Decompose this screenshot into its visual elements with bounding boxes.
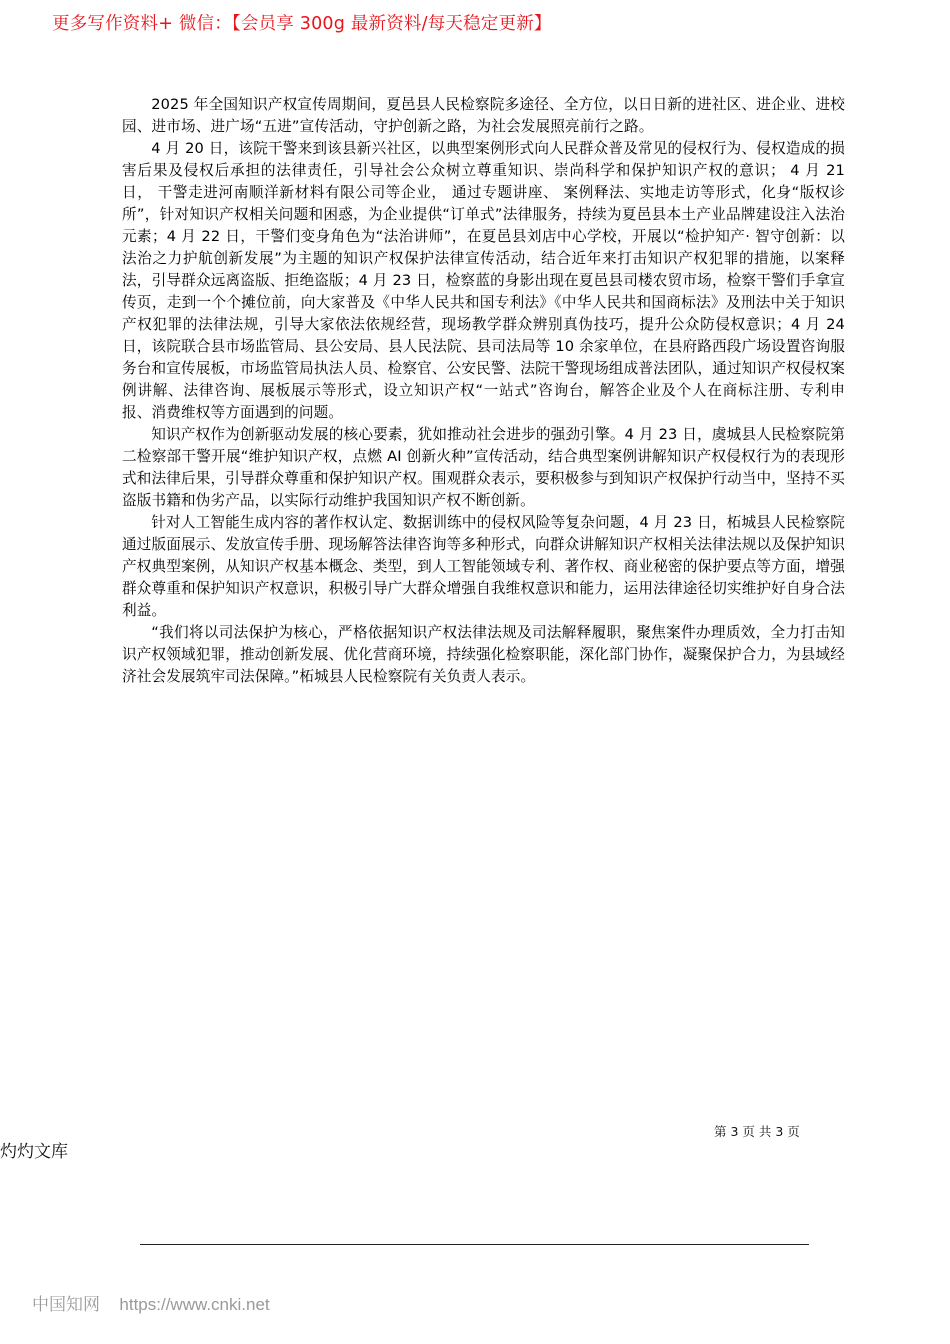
page-number: 第 3 页 共 3 页	[714, 1124, 800, 1139]
article-paragraph: 知识产权作为创新驱动发展的核心要素，犹如推动社会进步的强劲引擎。4 月 23 日，虞城县人民检察院第二检察部干警开展“维护知识产权，点燃 AI 创新火种”宣传活动，结合典型案例讲解知识产权侵权行为的表现形式和法律后果，引导群众尊重和保护知识产权。围观群众表示，要积极参与到知识产权保护行动当中，坚持不买盗版书籍和伪劣产品，以实际行动维护我国知识产权不断创新。	[122, 426, 845, 509]
cnki-watermark	[32, 1294, 270, 1316]
article-paragraph: 4 月 20 日，该院干警来到该县新兴社区，以典型案例形式向人民群众普及常见的侵权行为、侵权造成的损害后果及侵权后承担的法律责任，引导社会公众树立尊重知识、崇尚科学和保护知识产权的意识； 4 月 21 日， 干警走进河南顺洋新材料有限公司等企业， 通过专题讲座、 案例释法、实地走访等形式，化身“版权诊所”，针对知识产权相关问题和困惑，为企业提供“订单式”法律服务，持续为夏邑县本土产业品牌建设注入法治元素；4 月 22 日，干警们变身角色为“法治讲师”，在夏邑县刘店中心学校，开展以“检护知产· 智守创新：以法治之力护航创新发展”为主题的知识产权保护法律宣传活动，结合近年来打击知识产权犯罪的措施，以案释法，引导群众远离盗版、拒绝盗版；4 月 23 日，检察蓝的身影出现在夏邑县司楼农贸市场，检察干警们手拿宣传页，走到一个个摊位前，向大家普及《中华人民共和国专利法》《中华人民共和国商标法》及刑法中关于知识产权犯罪的法律法规，引导大家依法依规经营，现场教学群众辨别真伪技巧，提升公众防侵权意识；4 月 24 日，该院联合县市场监管局、县公安局、县人民法院、县司法局等 10 余家单位，在县府路西段广场设置咨询服务台和宣传展板，市场监管局执法人员、检察官、公安民警、法院干警现场组成普法团队，通过知识产权侵权案例讲解、法律咨询、展板展示等形式，设立知识产权“一站式”咨询台，解答企业及个人在商标注册、专利申报、消费维权等方面遇到的问题。	[122, 140, 845, 421]
footer-divider	[140, 1244, 809, 1245]
library-label: 灼灼文库	[0, 1142, 68, 1162]
article-paragraph: 2025 年全国知识产权宣传周期间，夏邑县人民检察院多途径、全方位，以日日新的进社区、进企业、进校园、进市场、进广场“五进”宣传活动，守护创新之路，为社会发展照亮前行之路。	[122, 96, 845, 135]
article-paragraph: “我们将以司法保护为核心，严格依据知识产权法律法规及司法解释履职，聚焦案件办理质效，全力打击知识产权领域犯罪，推动创新发展、优化营商环境，持续强化检察职能，深化部门协作，凝聚保护合力，为县域经济社会发展筑牢司法保障。”柘城县人民检察院有关负责人表示。	[122, 624, 845, 685]
watermark-url: https://www.cnki.net	[119, 1295, 270, 1314]
promo-banner: 更多写作资料+ 微信：【会员享 300g 最新资料/每天稳定更新】	[52, 14, 552, 34]
article-body	[122, 94, 845, 688]
article-paragraph: 针对人工智能生成内容的著作权认定、数据训练中的侵权风险等复杂问题，4 月 23 日，柘城县人民检察院通过版面展示、发放宣传手册、现场解答法律咨询等多种形式，向群众讲解知识产权相关法律法规以及保护知识产权典型案例，从知识产权基本概念、类型，到人工智能领域专利、著作权、商业秘密的保护要点等方面，增强群众尊重和保护知识产权意识，积极引导广大群众增强自我维权意识和能力，运用法律途径切实维护好自身合法利益。	[122, 514, 845, 619]
watermark-brand: 中国知网	[32, 1295, 100, 1315]
